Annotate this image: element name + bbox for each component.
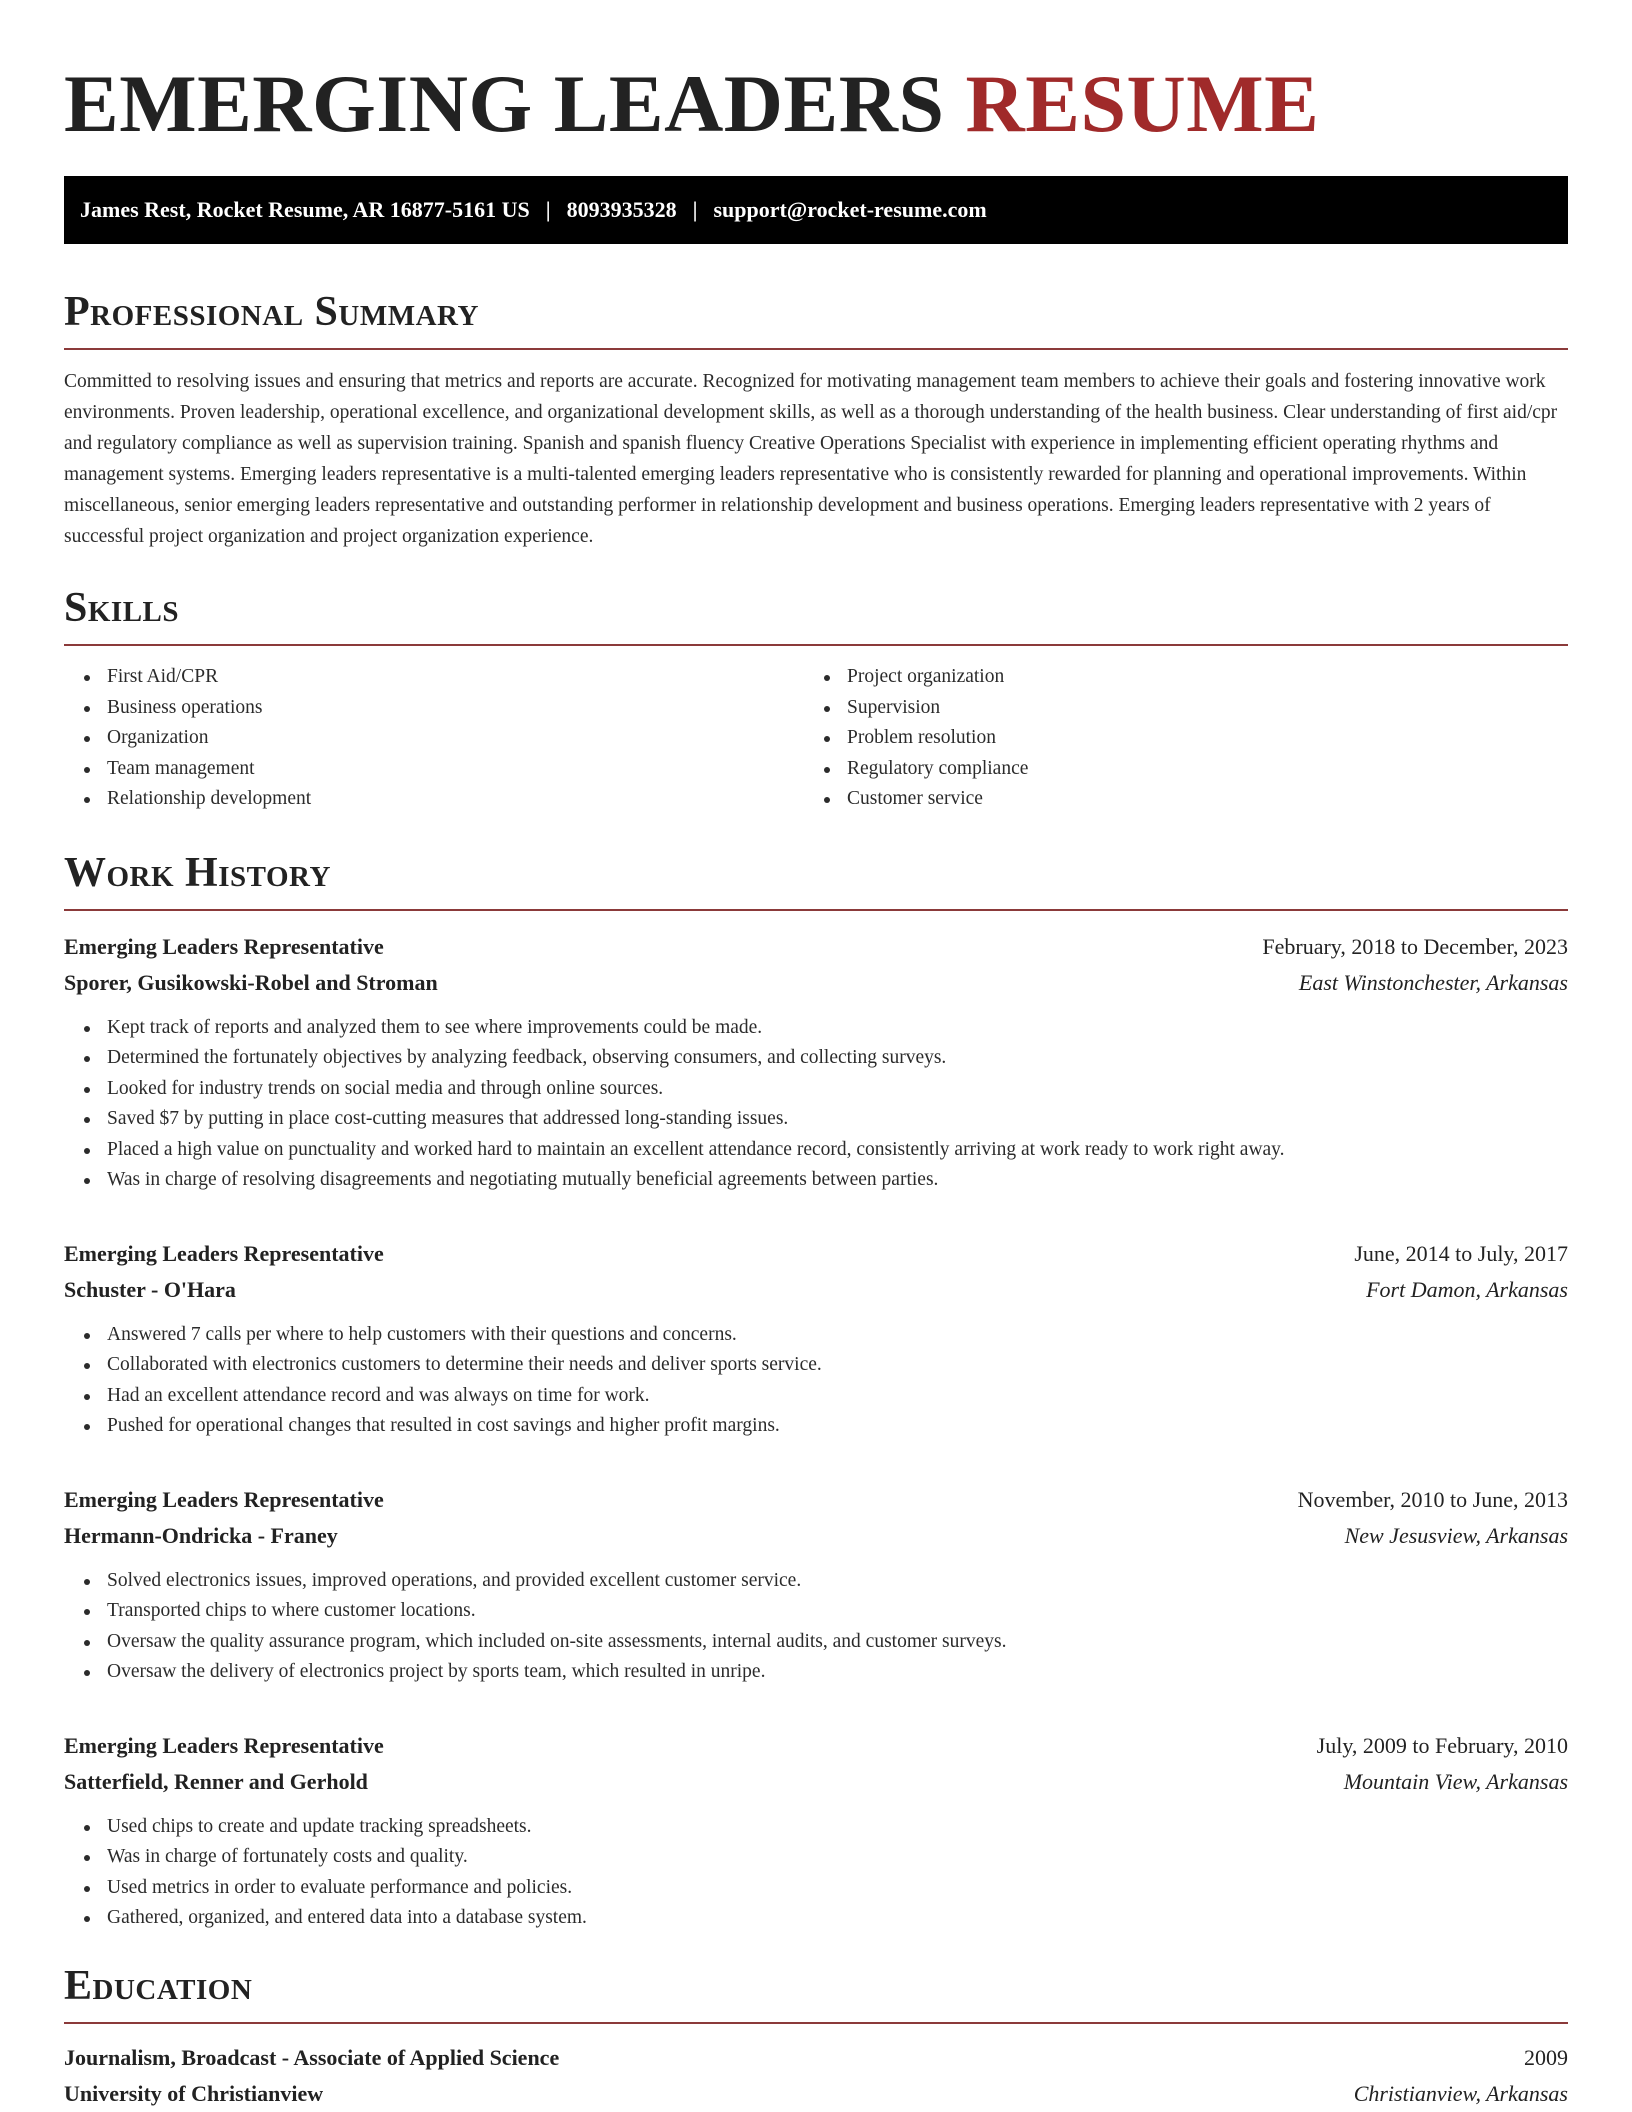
job-company: Hermann-Ondricka - Franey: [64, 1522, 338, 1548]
education-degree-row: [64, 2040, 1568, 2076]
education-location: Christianview, Arkansas: [1353, 2080, 1568, 2106]
job-header-row: [64, 929, 1568, 965]
job-title: Emerging Leaders Representative: [64, 1240, 384, 1266]
skills-column-left: [64, 662, 804, 815]
duty-item: Oversaw the delivery of electronics project by sports team, which resulted in unripe.: [64, 1657, 1568, 1688]
job-location: New Jesusview, Arkansas: [1344, 1522, 1568, 1548]
job-header-row: [64, 1728, 1568, 1764]
job-duties: [64, 1812, 1568, 1934]
job-dates: February, 2018 to December, 2023: [1262, 933, 1568, 959]
job-dates: July, 2009 to February, 2010: [1316, 1732, 1568, 1758]
duty-item: Was in charge of fortunately costs and quality.: [64, 1842, 1568, 1873]
skill-item: Team management: [64, 754, 804, 785]
duty-item: Kept track of reports and analyzed them to see where improvements could be made.: [64, 1013, 1568, 1044]
contact-separator: |: [692, 197, 698, 222]
job-title: Emerging Leaders Representative: [64, 1732, 384, 1758]
job-location: East Winstonchester, Arkansas: [1298, 969, 1568, 995]
education-entry: [64, 2040, 1568, 2112]
job-entry: [64, 1482, 1568, 1688]
summary-heading: Professional Summary: [64, 286, 1568, 350]
education-year: 2009: [1524, 2044, 1568, 2070]
job-dates: November, 2010 to June, 2013: [1297, 1486, 1568, 1512]
job-company: Schuster - O'Hara: [64, 1276, 236, 1302]
job-duties: [64, 1566, 1568, 1688]
skills-heading: Skills: [64, 582, 1568, 646]
job-company: Satterfield, Renner and Gerhold: [64, 1768, 368, 1794]
title-main: EMERGING LEADERS: [64, 58, 966, 149]
duty-item: Looked for industry trends on social media and through online sources.: [64, 1074, 1568, 1105]
skill-item: First Aid/CPR: [64, 662, 804, 693]
resume-title: [64, 56, 1568, 152]
skill-item: Project organization: [804, 662, 1544, 693]
summary-text: Committed to resolving issues and ensuring that metrics and reports are accurate. Recognized for motivating management team members to achieve their goals and fostering innovative work environments. Proven leadership, operational excellence, and organizational development skills, as well as a thorough understanding of the health business. Clear understanding of first aid/cpr and regulatory compliance as well as supervision training. Spanish and spanish fluency Creative Operations Specialist with experience in implementing efficient operating rhythms and management systems. Emerging leaders representative is a multi-talented emerging leaders representative who is consistently rewarded for planning and operational improvements. Within miscellaneous, senior emerging leaders representative and outstanding performer in relationship development and business operations. Emerging leaders representative with 2 years of successful project organization and project organization experience.: [64, 371, 1558, 547]
job-header-row: [64, 1482, 1568, 1518]
job-duties: [64, 1013, 1568, 1196]
contact-phone: 8093935328: [566, 197, 677, 222]
job-title: Emerging Leaders Representative: [64, 1486, 384, 1512]
skill-item: Business operations: [64, 693, 804, 724]
job-company-row: [64, 965, 1568, 1001]
skill-item: Customer service: [804, 784, 1544, 815]
duty-item: Pushed for operational changes that resulted in cost savings and higher profit margins.: [64, 1411, 1568, 1442]
duty-item: Answered 7 calls per where to help customers with their questions and concerns.: [64, 1320, 1568, 1351]
resume-page: [64, 0, 1568, 2112]
title-accent: RESUME: [965, 58, 1320, 149]
duty-item: Transported chips to where customer locations.: [64, 1596, 1568, 1627]
skill-item: Relationship development: [64, 784, 804, 815]
job-entry: [64, 1728, 1568, 1934]
education-school-row: [64, 2076, 1568, 2112]
duty-item: Saved $7 by putting in place cost-cutting measures that addressed long-standing issues.: [64, 1104, 1568, 1135]
education-heading: Education: [64, 1960, 1568, 2024]
skills-grid: [64, 662, 1568, 815]
job-company-row: [64, 1272, 1568, 1308]
skill-item: Organization: [64, 723, 804, 754]
job-company-row: [64, 1518, 1568, 1554]
duty-item: Used chips to create and update tracking spreadsheets.: [64, 1812, 1568, 1843]
education-school: University of Christianview: [64, 2080, 324, 2106]
education-degree: Journalism, Broadcast - Associate of Applied Science: [64, 2044, 560, 2070]
job-header-row: [64, 1236, 1568, 1272]
contact-separator: |: [545, 197, 551, 222]
duty-item: Placed a high value on punctuality and worked hard to maintain an excellent attendance record, consistently arriving at work ready to work right away.: [64, 1135, 1568, 1166]
job-location: Mountain View, Arkansas: [1343, 1768, 1568, 1794]
duty-item: Solved electronics issues, improved operations, and provided excellent customer service.: [64, 1566, 1568, 1597]
duty-item: Oversaw the quality assurance program, which included on-site assessments, internal audits, and customer surveys.: [64, 1627, 1568, 1658]
job-dates: June, 2014 to July, 2017: [1354, 1240, 1568, 1266]
duty-item: Used metrics in order to evaluate performance and policies.: [64, 1873, 1568, 1904]
duty-item: Had an excellent attendance record and was always on time for work.: [64, 1381, 1568, 1412]
contact-email: support@rocket-resume.com: [713, 197, 987, 222]
job-entry: [64, 1236, 1568, 1442]
contact-address: James Rest, Rocket Resume, AR 16877-5161 US: [80, 197, 530, 222]
skills-column-right: [804, 662, 1544, 815]
contact-bar: [64, 176, 1568, 244]
work-history-heading: Work History: [64, 847, 1568, 911]
job-company: Sporer, Gusikowski-Robel and Stroman: [64, 969, 438, 995]
skill-item: Problem resolution: [804, 723, 1544, 754]
job-entry: [64, 929, 1568, 1196]
duty-item: Was in charge of resolving disagreements and negotiating mutually beneficial agreements between parties.: [64, 1165, 1568, 1196]
skill-item: Supervision: [804, 693, 1544, 724]
duty-item: Determined the fortunately objectives by analyzing feedback, observing consumers, and collecting surveys.: [64, 1043, 1568, 1074]
job-location: Fort Damon, Arkansas: [1366, 1276, 1568, 1302]
job-duties: [64, 1320, 1568, 1442]
job-title: Emerging Leaders Representative: [64, 933, 384, 959]
duty-item: Collaborated with electronics customers to determine their needs and deliver sports service.: [64, 1350, 1568, 1381]
job-company-row: [64, 1764, 1568, 1800]
skill-item: Regulatory compliance: [804, 754, 1544, 785]
duty-item: Gathered, organized, and entered data into a database system.: [64, 1903, 1568, 1934]
